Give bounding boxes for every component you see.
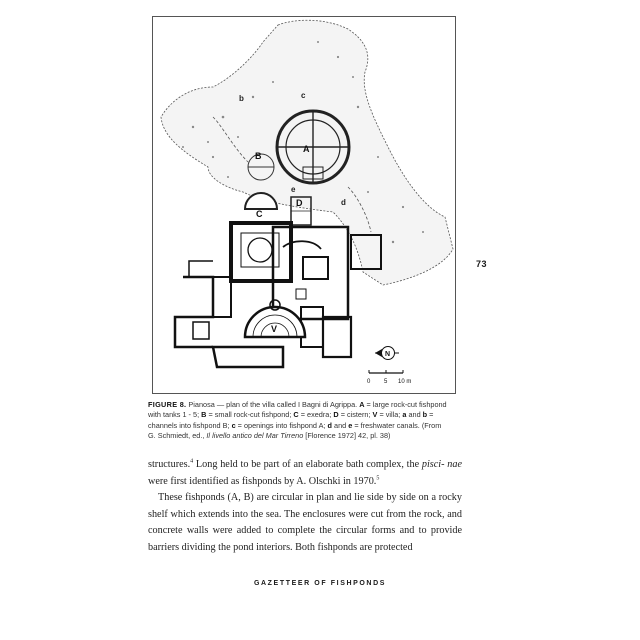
- label-lower-c: c: [301, 91, 306, 100]
- caption-figure-label: FIGURE 8.: [148, 400, 187, 409]
- north-label: N: [385, 351, 391, 358]
- body-text: [148, 457, 462, 557]
- label-lower-b: b: [239, 94, 244, 103]
- villa-walls: [175, 223, 381, 367]
- footnote-ref-4: 4: [190, 458, 194, 465]
- label-lower-d: d: [341, 198, 346, 207]
- label-d: D: [296, 198, 303, 208]
- scale-tick-5: 5: [384, 379, 388, 385]
- site-plan-drawing: [153, 17, 457, 395]
- label-b: B: [255, 151, 262, 161]
- fishpond-a: [277, 111, 349, 183]
- label-lower-e: e: [291, 185, 296, 194]
- running-footer: GAZETTEER OF FISHPONDS: [253, 580, 387, 587]
- label-c: C: [256, 209, 263, 219]
- figure-caption: [148, 400, 464, 441]
- scale-tick-10: 10 m: [398, 379, 412, 385]
- caption-line-1: FIGURE 8. Pianosa — plan of the villa called I Bagni di Agrippa. A = large rock-cut fishpond: [148, 400, 447, 409]
- north-arrow-icon: [375, 347, 399, 360]
- caption-line-2: with tanks 1 - 5; B = small rock-cut fishpond; C = exedra; D = cistern; V = villa; a and b =: [148, 410, 434, 420]
- scale-tick-0: 0: [367, 379, 371, 385]
- caption-line-3: channels into fishpond B; c = openings into fishpond A; d and e = freshwater canals. (From: [148, 420, 442, 430]
- caption-line-4: G. Schmiedt, ed., Il livello antico del Mar Tirreno [Florence 1972] 42, pl. 38): [148, 430, 391, 440]
- label-a: A: [303, 144, 310, 154]
- footnote-ref-5: 5: [376, 475, 380, 482]
- paragraph-2: These fishponds (A, B) are circular in plan and lie side by side on a rocky shelf which extends into the sea. The enclosures were cut from the rock, and concrete walls were added to complete the circular forms and to provide barriers dividing the pond interiors. Both fishponds are protected: [148, 492, 462, 553]
- scale-bar: [367, 370, 411, 385]
- page-number: 73: [476, 259, 488, 269]
- paragraph-1: structures.$^4$ Long held to be part of an elaborate bath complex, the pisci- nae were first identified as fishponds by A. Olschki in 1970.$^5$: [148, 458, 463, 487]
- label-v: V: [271, 324, 278, 334]
- figure-frame: [152, 16, 456, 394]
